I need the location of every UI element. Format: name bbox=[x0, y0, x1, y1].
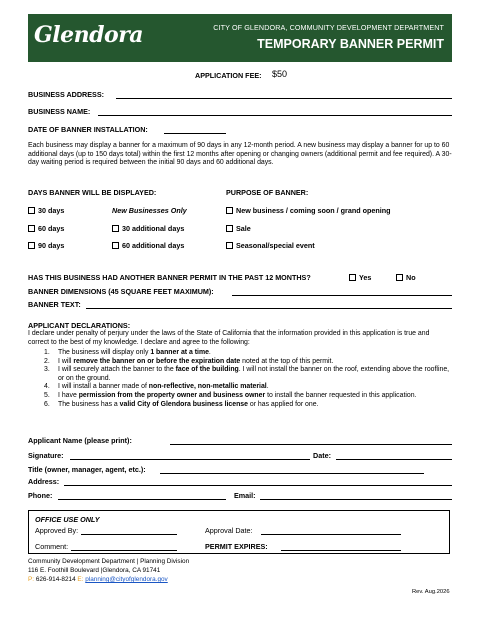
dimensions-field[interactable] bbox=[232, 295, 452, 296]
declarations-heading: APPLICANT DECLARATIONS: bbox=[28, 321, 131, 330]
dimensions-label: BANNER DIMENSIONS (45 SQUARE FEET MAXIMUM): bbox=[28, 287, 214, 296]
business-name-field[interactable] bbox=[98, 115, 452, 116]
checkbox-30-days[interactable] bbox=[28, 207, 35, 214]
declaration-item: 4. I will install a banner made of non-reflective, non-metallic material. bbox=[44, 383, 269, 391]
approval-date-field[interactable] bbox=[261, 534, 401, 535]
applicant-name-label: Applicant Name (please print): bbox=[28, 436, 132, 445]
phone-label: Phone: bbox=[28, 491, 53, 500]
date-field[interactable] bbox=[336, 459, 452, 460]
footer-contact bbox=[28, 576, 168, 583]
intro-paragraph: Each business may display a banner for a maximum of 90 days in any 12-month period. A new business may display a banner for up to 60 additional days (up to 150 days total) within the first 12 months after opening or changing owners (additional permit and fee required). A 30-day waiting period is required between the initial 90 days and 60 additional days. bbox=[28, 142, 452, 167]
checkbox-30-additional[interactable] bbox=[112, 225, 119, 232]
email-label: Email: bbox=[234, 491, 256, 500]
declarations-intro: I declare under penalty of perjury under the laws of the State of California that the information provided in this application is true and correct to the best of my knowledge. I declare and agree to the following: bbox=[28, 330, 430, 346]
page-title: TEMPORARY BANNER PERMIT bbox=[257, 37, 444, 51]
signature-label: Signature: bbox=[28, 451, 64, 460]
declaration-item: 2. I will remove the banner on or before the expiration date noted at the top of this permit. bbox=[44, 357, 334, 365]
purpose-sale-label: Sale bbox=[236, 224, 251, 233]
purpose-new-business-label: New business / coming soon / grand opening bbox=[236, 206, 391, 215]
phone-field[interactable] bbox=[58, 499, 226, 500]
prior-permit-question: HAS THIS BUSINESS HAD ANOTHER BANNER PERMIT IN THE PAST 12 MONTHS? bbox=[28, 273, 311, 282]
checkbox-seasonal[interactable] bbox=[226, 242, 233, 249]
checkbox-90-days[interactable] bbox=[28, 242, 35, 249]
purpose-seasonal-label: Seasonal/special event bbox=[236, 241, 315, 250]
banner-text-field[interactable] bbox=[86, 308, 452, 309]
declaration-item: 5. I have permission from the property owner and business owner to install the banner requested in this application. bbox=[44, 391, 417, 399]
approval-date-label: Approval Date: bbox=[205, 526, 253, 535]
footer-email-link[interactable]: planning@cityofglendora.gov bbox=[85, 576, 168, 583]
new-businesses-label: New Businesses Only bbox=[112, 206, 187, 215]
comment-label: Comment: bbox=[35, 542, 69, 551]
business-address-field[interactable] bbox=[116, 98, 452, 99]
option-30-days-label: 30 days bbox=[38, 206, 65, 215]
checkbox-sale[interactable] bbox=[226, 225, 233, 232]
checkbox-60-days[interactable] bbox=[28, 225, 35, 232]
office-heading: OFFICE USE ONLY bbox=[35, 515, 100, 524]
approved-by-label: Approved By: bbox=[35, 526, 79, 535]
footer-address: 116 E. Foothill Boulevard |Glendora, CA 91741 bbox=[28, 567, 161, 574]
title-label: Title (owner, manager, agent, etc.): bbox=[28, 465, 146, 474]
checkbox-60-additional[interactable] bbox=[112, 242, 119, 249]
title-field[interactable] bbox=[160, 473, 424, 474]
revision-label: Rev. Aug.2026 bbox=[412, 589, 450, 595]
checkbox-no[interactable] bbox=[396, 274, 403, 281]
email-field[interactable] bbox=[260, 499, 452, 500]
no-label: No bbox=[406, 273, 416, 282]
option-90-days-label: 90 days bbox=[38, 241, 65, 250]
yes-label: Yes bbox=[359, 273, 372, 282]
option-60-additional-label: 60 additional days bbox=[122, 241, 185, 250]
days-heading: DAYS BANNER WILL BE DISPLAYED: bbox=[28, 188, 157, 197]
approved-by-field[interactable] bbox=[81, 534, 177, 535]
fee-label: APPLICATION FEE: bbox=[195, 71, 262, 80]
permit-expires-label: PERMIT EXPIRES: bbox=[205, 542, 268, 551]
option-60-days-label: 60 days bbox=[38, 224, 65, 233]
applicant-name-field[interactable] bbox=[170, 444, 452, 445]
checkbox-new-business[interactable] bbox=[226, 207, 233, 214]
installation-date-field[interactable] bbox=[164, 133, 226, 134]
header-banner bbox=[28, 14, 452, 62]
signature-field[interactable] bbox=[70, 459, 310, 460]
fee-value: $50 bbox=[272, 69, 288, 79]
declaration-item: 3. I will securely attach the banner to the face of the building. I will not install the banner on the roof, extending above the roofline, or on the ground. bbox=[44, 366, 450, 382]
date-label: Date: bbox=[313, 451, 331, 460]
declaration-item: 1. The business will display only 1 banner at a time. bbox=[44, 349, 211, 356]
business-address-label: BUSINESS ADDRESS: bbox=[28, 90, 105, 99]
glendora-logo: Glendora bbox=[34, 22, 144, 48]
address-field[interactable] bbox=[64, 485, 452, 486]
declaration-item: 6. The business has a valid City of Glendora business license or has applied for one. bbox=[44, 400, 319, 408]
installation-date-label: DATE OF BANNER INSTALLATION: bbox=[28, 125, 148, 134]
comment-field[interactable] bbox=[71, 550, 177, 551]
phone-prefix: P: bbox=[28, 576, 35, 583]
department-name: CITY OF GLENDORA, COMMUNITY DEVELOPMENT DEPARTMENT bbox=[213, 23, 444, 32]
permit-expires-field[interactable] bbox=[281, 550, 401, 551]
option-30-additional-label: 30 additional days bbox=[122, 224, 185, 233]
banner-text-label: BANNER TEXT: bbox=[28, 300, 81, 309]
email-prefix: E: bbox=[77, 576, 84, 583]
footer-phone: 626-914-8214 bbox=[34, 576, 78, 583]
business-name-label: BUSINESS NAME: bbox=[28, 107, 91, 116]
purpose-heading: PURPOSE OF BANNER: bbox=[226, 188, 309, 197]
footer-department: Community Development Department | Planning Division bbox=[28, 558, 190, 565]
checkbox-yes[interactable] bbox=[349, 274, 356, 281]
office-use-box bbox=[28, 510, 450, 554]
declarations-list bbox=[44, 349, 452, 409]
address-label: Address: bbox=[28, 477, 60, 486]
